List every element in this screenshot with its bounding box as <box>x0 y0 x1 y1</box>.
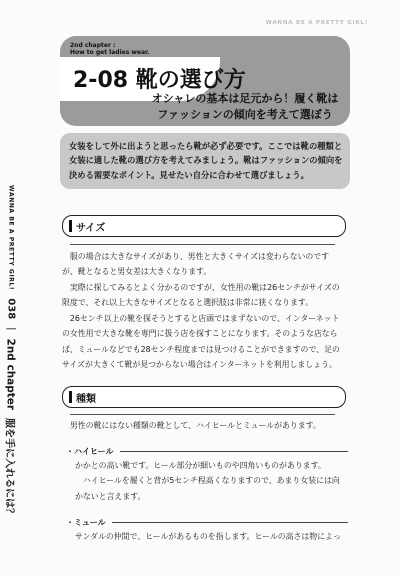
side-chapter: 2nd chapter <box>5 338 17 411</box>
intro-line: 女装に適した靴の選び方を考えてみましょう。靴はファッションの傾向を <box>69 155 343 166</box>
section-divider <box>70 414 335 415</box>
paragraph: 服の場合は大きなサイズがあり、男性と大きくサイズは変わらないのですが、靴となると男女差は大きくなります。 <box>62 252 330 277</box>
side-separator: | <box>5 327 17 331</box>
size-body <box>62 249 344 373</box>
section-heading-types <box>62 386 346 408</box>
section-heading-label: 種類 <box>76 394 96 405</box>
paragraph: 男性の靴にはない種類の靴として、ハイヒールとミュールがあります。 <box>69 421 321 430</box>
item-line: ハイヒールを履くと背が5センチ程高くなりますので、あまり女装には向かないと言えます。 <box>75 476 340 501</box>
subtitle-line-2: ファッションの傾向を考えて選ぼう <box>157 107 333 121</box>
item-label: ・ハイヒール <box>66 447 114 456</box>
heading-bar <box>69 220 72 232</box>
page-subtitle <box>145 91 345 122</box>
item-body-mule <box>75 529 347 544</box>
item-label: ・ミュール <box>66 518 106 527</box>
section-divider <box>70 244 335 245</box>
intro-line: 女装をして外に出ようと思ったら靴が必ず必要です。ここでは靴の種類と <box>69 141 343 151</box>
item-rule <box>120 451 348 452</box>
item-heading-high-heel <box>66 446 348 457</box>
item-line: サンダルの仲間で、ヒールがあるものを指します。ヒールの高さは物によっ <box>75 532 341 541</box>
intro-line: 決める需要なポイント。見せたい自分に合わせて選びましょう。 <box>69 169 309 180</box>
chapter-tag <box>70 42 149 56</box>
section-heading-size <box>62 215 346 237</box>
section-heading-label: サイズ <box>76 223 106 234</box>
item-heading-mule <box>66 517 348 528</box>
heading-bar <box>69 391 72 403</box>
page-number: 038 <box>5 298 17 320</box>
types-intro <box>62 418 344 433</box>
running-header: WANNA BE A PRETTY GIRL! <box>265 20 368 26</box>
side-chapter-title: 服を手に入れるには？ <box>3 418 15 519</box>
paragraph: 26センチ以上の靴を探そうとすると店頭ではまずないので、インターネットの女性用で大きな靴を専門に扱う店を探すことになります。そのような店ならば、ミュールなどでも28センチ程度までは見つけることができますので、足のサイズが大きくて靴が見つからない場合はインターネットを利用しましょう。 <box>62 313 340 370</box>
side-margin-text <box>4 185 19 518</box>
item-line: かかとの高い靴です。ヒール部分が細いものや四角いものがあります。 <box>75 461 326 470</box>
side-margin <box>0 185 22 545</box>
page-title: 2-08 靴の選び方 <box>73 68 246 93</box>
item-body-high-heel <box>75 458 347 504</box>
intro-text <box>69 139 345 182</box>
side-series-label: WANNA BE A PRETTY GIRL! <box>7 185 15 291</box>
chapter-label: 2nd chapter : <box>70 42 116 49</box>
paragraph: 実際に探してみるとよく分かるのですが、女性用の靴は26センチがサイズの限度で、それ以上大きなサイズとなると選択肢は非常に狭くなります。 <box>62 282 340 308</box>
item-rule <box>112 522 348 523</box>
chapter-sub: How to get ladies wear. <box>70 49 150 57</box>
subtitle-line-1: オシャレの基本は足元から！履く靴は <box>151 92 339 105</box>
